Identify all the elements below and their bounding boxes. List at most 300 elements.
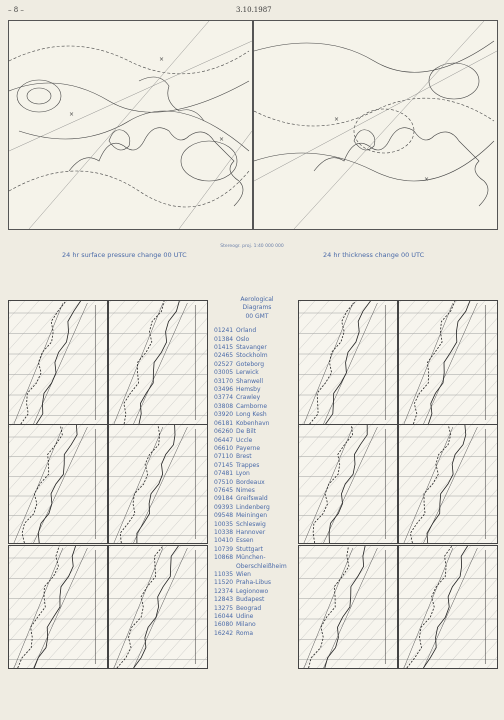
isotherm-gridline (416, 301, 497, 424)
station-code: 06610 (214, 444, 234, 452)
station-name: München- (236, 554, 266, 562)
station-code: 07481 (214, 470, 234, 478)
isoline (254, 98, 494, 126)
station-code: 01415 (214, 344, 234, 352)
isotherm-gridline (459, 546, 497, 668)
isotherm-gridline (299, 425, 371, 543)
isoline (181, 141, 237, 181)
isotherm-gridline (168, 301, 207, 424)
aerological-diagram (108, 300, 208, 425)
aerological-diagram (398, 545, 498, 669)
isotherm-gridline (299, 425, 357, 543)
isotherm-gridline (302, 301, 397, 424)
isotherm-gridline (458, 301, 497, 424)
dewpoint-profile (407, 546, 452, 668)
isotherm-gridline (197, 546, 207, 668)
dry-adiabat (404, 548, 453, 668)
page-date: 3.10.1987 (236, 6, 272, 14)
isotherm-gridline (173, 425, 207, 543)
station-code: 16044 (214, 613, 234, 621)
isotherm-gridline (402, 301, 497, 424)
isotherm-gridline (169, 546, 207, 668)
station-name: Oslo (236, 335, 250, 343)
isotherm-gridline (117, 425, 207, 543)
isotherm-gridline (9, 425, 25, 543)
station-name: Praha-Libus (236, 579, 272, 587)
diagram-canvas (9, 546, 107, 668)
station-row (214, 479, 300, 487)
dry-adiabat (324, 427, 378, 543)
temperature-profile (326, 301, 371, 424)
isotherm-gridline (109, 425, 139, 543)
map-cross: × (424, 176, 430, 183)
station-code: 03496 (214, 386, 234, 394)
isotherm-gridline (344, 301, 397, 424)
station-name: Nimes (236, 486, 255, 494)
station-row (214, 596, 300, 604)
isotherm-gridline (407, 425, 497, 543)
isotherm-gridline (387, 546, 397, 668)
station-code: 03920 (214, 411, 234, 419)
aerological-diagram (398, 424, 498, 544)
isotherm-gridline (399, 425, 457, 543)
coastline (139, 77, 204, 121)
isotherm-gridline (112, 301, 207, 424)
isotherm-gridline (159, 425, 207, 543)
diagram-canvas (109, 301, 207, 424)
dry-adiabat (34, 303, 88, 424)
station-row (214, 613, 300, 621)
diagram-canvas (399, 301, 497, 424)
isotherm-gridline (399, 425, 443, 543)
diagram-canvas (399, 425, 497, 543)
projection-note: Stereogr. proj. 1:40 000 000 (220, 244, 284, 249)
station-code: 16080 (214, 621, 234, 629)
isotherm-gridline (363, 425, 397, 543)
page-number: – 8 – (8, 6, 24, 14)
isotherm-gridline (445, 546, 497, 668)
isotherm-gridline (399, 301, 443, 424)
isotherm-gridline (299, 425, 385, 543)
isotherm-gridline (487, 546, 497, 668)
isoline (9, 171, 249, 207)
station-name: Essen (236, 537, 254, 545)
isotherm-gridline (316, 301, 397, 424)
isotherm-gridline (403, 546, 497, 668)
isotherm-gridline (399, 546, 429, 668)
station-name: Hemsby (236, 386, 261, 394)
station-code: 10410 (214, 537, 234, 545)
isotherm-gridline (109, 301, 153, 424)
station-row (214, 352, 300, 360)
isotherm-gridline (96, 301, 107, 424)
isotherm-gridline (377, 425, 397, 543)
isotherm-gridline (145, 425, 207, 543)
station-name: Lerwick (236, 369, 259, 377)
station-row (214, 571, 300, 579)
map-cross: × (159, 56, 165, 63)
station-name: Brest (236, 453, 252, 461)
isotherm-gridline (45, 425, 107, 543)
station-row (214, 453, 300, 461)
isotherm-gridline (391, 425, 397, 543)
station-name: Uccle (236, 436, 253, 444)
isotherm-gridline (335, 425, 397, 543)
station-row (214, 495, 300, 503)
meridian (9, 41, 252, 151)
isotherm-gridline (69, 546, 107, 668)
station-name: Stockholm (236, 352, 268, 360)
isotherm-gridline (444, 301, 497, 424)
station-row (214, 537, 300, 545)
aerological-diagram (8, 424, 108, 544)
station-name: Stuttgart (236, 545, 263, 553)
dry-adiabat (14, 548, 63, 668)
isotherm-gridline (109, 425, 125, 543)
dry-adiabat (404, 303, 453, 424)
station-name: Greifswald (236, 495, 268, 503)
isotherm-gridline (9, 546, 67, 668)
legend-title-line: Diagrams (242, 304, 272, 312)
diagram-canvas (299, 425, 397, 543)
station-row (214, 386, 300, 394)
map-cross: × (69, 111, 75, 118)
meridian (294, 21, 484, 229)
station-code: 09393 (214, 503, 234, 511)
isoline (354, 109, 414, 153)
isotherm-gridline (299, 546, 357, 668)
isotherm-gridline (109, 301, 195, 424)
station-name: Schleswig (236, 520, 266, 528)
coastline (354, 130, 375, 150)
station-name: Lindenberg (236, 503, 270, 511)
isotherm-gridline (331, 546, 397, 668)
aerological-diagram (298, 424, 398, 544)
aerological-diagram (8, 300, 108, 425)
left-map-caption: 24 hr surface pressure change 00 UTC (62, 251, 187, 259)
station-code: 03005 (214, 369, 234, 377)
isotherm-gridline (9, 301, 81, 424)
isotherm-gridline (113, 546, 207, 668)
dry-adiabat (114, 427, 163, 543)
isotherm-gridline (299, 425, 315, 543)
isotherm-gridline (299, 546, 329, 668)
dewpoint-profile (413, 301, 455, 424)
station-name: Meiningen (236, 512, 268, 520)
isotherm-gridline (399, 301, 497, 424)
station-code: 07510 (214, 478, 234, 486)
temperature-profile (36, 301, 80, 424)
temperature-profile (428, 301, 470, 424)
station-row (214, 445, 300, 453)
isoline (254, 41, 494, 72)
meridian (29, 21, 209, 229)
station-name: Camborne (236, 402, 268, 410)
dewpoint-profile (124, 301, 164, 424)
station-name: De Bilt (236, 428, 257, 436)
station-code: 09548 (214, 512, 234, 520)
dry-adiabat (34, 548, 88, 668)
station-code: 07645 (214, 486, 234, 494)
isotherm-gridline (386, 301, 397, 424)
temperature-profile (139, 301, 179, 424)
temperature-profile (38, 425, 77, 543)
isotherm-gridline (109, 425, 181, 543)
temperature-profile (325, 546, 365, 668)
temperature-profile (329, 425, 367, 543)
station-row (214, 411, 300, 419)
station-code: 07110 (214, 453, 234, 461)
isotherm-gridline (55, 546, 107, 668)
station-code: 03774 (214, 394, 234, 402)
station-code: 12374 (214, 587, 234, 595)
station-name: Crawley (236, 394, 261, 402)
aerological-diagram (298, 545, 398, 669)
surface-pressure-change-map (8, 20, 253, 230)
isotherm-gridline (472, 301, 497, 424)
dry-adiabat (424, 548, 478, 668)
aerological-diagram (298, 300, 398, 425)
legend-title-line: 00 GMT (245, 312, 269, 320)
station-code: 06447 (214, 436, 234, 444)
isotherm-gridline (182, 301, 207, 424)
isotherm-gridline (9, 301, 95, 424)
isotherm-gridline (82, 301, 107, 424)
station-code: 02527 (214, 360, 234, 368)
dry-adiabat (324, 548, 378, 668)
station-code: 03170 (214, 377, 234, 385)
station-row (214, 327, 300, 335)
station-row (214, 529, 300, 537)
station-row (214, 336, 300, 344)
isotherm-gridline (9, 546, 11, 668)
isotherm-gridline (9, 301, 107, 424)
isotherm-gridline (68, 301, 107, 424)
dewpoint-profile (313, 425, 352, 543)
isotherm-gridline (299, 301, 357, 424)
station-name: Milano (236, 621, 256, 629)
isotherm-gridline (307, 425, 397, 543)
isotherm-gridline (299, 301, 397, 424)
isotherm-gridline (463, 425, 497, 543)
station-row (214, 462, 300, 470)
station-row (214, 621, 300, 629)
station-row (214, 579, 300, 587)
station-code: 02465 (214, 352, 234, 360)
isotherm-gridline (449, 425, 497, 543)
station-name: Hannover (236, 528, 266, 536)
isotherm-gridline (477, 425, 497, 543)
legend-title-line: Aerological (240, 296, 274, 303)
station-name: Kobenhavn (236, 419, 270, 427)
dry-adiabat (304, 548, 353, 668)
isoline (429, 63, 479, 99)
isotherm-gridline (431, 546, 497, 668)
isotherm-gridline (491, 425, 497, 543)
isotherm-gridline (141, 546, 207, 668)
isotherm-gridline (109, 301, 207, 424)
isotherm-gridline (399, 301, 429, 424)
station-row (214, 630, 300, 638)
coastline (69, 128, 243, 206)
isotherm-gridline (155, 546, 207, 668)
isotherm-gridline (59, 425, 107, 543)
station-code: 11520 (214, 579, 234, 587)
isotherm-gridline (9, 301, 53, 424)
station-name: Orland (236, 327, 257, 335)
isotherm-gridline (399, 425, 429, 543)
isotherm-gridline (299, 301, 329, 424)
station-code: 01241 (214, 327, 234, 335)
isotherm-gridline (9, 546, 39, 668)
station-name: Trappes (236, 461, 260, 469)
isotherm-gridline (299, 301, 385, 424)
station-code: 10739 (214, 545, 234, 553)
station-name: Payerne (236, 444, 261, 452)
station-name: Shanwell (236, 377, 264, 385)
isotherm-gridline (12, 301, 107, 424)
isotherm-gridline (399, 301, 401, 424)
isotherm-gridline (109, 425, 153, 543)
isotherm-gridline (399, 425, 485, 543)
station-row (214, 420, 300, 428)
station-name: Roma (236, 629, 254, 637)
station-legend (214, 296, 300, 638)
isotherm-gridline (109, 425, 207, 543)
isotherm-gridline (109, 301, 111, 424)
station-name: Budapest (236, 596, 265, 604)
isotherm-gridline (54, 301, 107, 424)
isoline (9, 46, 249, 74)
meridian (254, 51, 497, 181)
isotherm-gridline (9, 546, 107, 668)
isotherm-gridline (399, 425, 415, 543)
station-row (214, 588, 300, 596)
station-code: 16242 (214, 629, 234, 637)
isotherm-gridline (299, 301, 371, 424)
station-code: 03808 (214, 402, 234, 410)
dry-adiabat (114, 548, 163, 668)
isoline (27, 88, 51, 104)
diagram-canvas (9, 425, 107, 543)
station-row (214, 394, 300, 402)
isotherm-gridline (299, 425, 343, 543)
station-row (214, 361, 300, 369)
isotherm-gridline (9, 425, 95, 543)
isotherm-gridline (9, 301, 67, 424)
isotherm-gridline (196, 301, 207, 424)
station-name: Oberschleißheim (236, 562, 287, 570)
station-row (214, 563, 300, 571)
isotherm-gridline (126, 301, 207, 424)
station-row (214, 369, 300, 377)
aerological-diagram (108, 424, 208, 544)
isotherm-gridline (187, 425, 207, 543)
isotherm-gridline (31, 425, 107, 543)
station-row (214, 487, 300, 495)
station-code: 06260 (214, 428, 234, 436)
isoline (254, 141, 494, 181)
dry-adiabat (34, 427, 88, 543)
station-row (214, 378, 300, 386)
isotherm-gridline (399, 546, 401, 668)
isotherm-gridline (299, 301, 343, 424)
isotherm-gridline (399, 301, 485, 424)
dry-adiabat (424, 303, 478, 424)
dewpoint-profile (21, 301, 66, 424)
station-row (214, 437, 300, 445)
isotherm-gridline (399, 425, 471, 543)
isotherm-gridline (17, 425, 107, 543)
isotherm-gridline (109, 546, 111, 668)
dewpoint-profile (120, 425, 159, 543)
station-name: Legionowo (236, 587, 269, 595)
isotherm-gridline (435, 425, 497, 543)
isotherm-gridline (109, 425, 195, 543)
isoline (17, 80, 61, 112)
thickness-change-map (253, 20, 498, 230)
station-code: 11035 (214, 571, 234, 578)
map-cross: × (334, 116, 340, 123)
station-name: Long Kesh (236, 411, 267, 419)
dry-adiabat (114, 303, 163, 424)
isotherm-gridline (87, 425, 107, 543)
isotherm-gridline (372, 301, 397, 424)
station-row (214, 605, 300, 613)
station-code: 06181 (214, 419, 234, 427)
station-name: Udine (236, 613, 254, 621)
isotherm-gridline (154, 301, 207, 424)
isotherm-gridline (299, 546, 397, 668)
isotherm-gridline (9, 425, 53, 543)
dewpoint-profile (410, 425, 450, 543)
isotherm-gridline (109, 546, 207, 668)
isotherm-gridline (399, 546, 457, 668)
station-list (214, 327, 300, 638)
station-row (214, 403, 300, 411)
station-code: 13275 (214, 604, 234, 612)
station-row (214, 521, 300, 529)
dry-adiabat (134, 548, 188, 668)
isotherm-gridline (345, 546, 397, 668)
aerological-diagram (8, 545, 108, 669)
dry-adiabat (134, 303, 188, 424)
diagram-canvas (109, 546, 207, 668)
station-name: Beograd (236, 604, 262, 612)
isotherm-gridline (97, 546, 107, 668)
station-code: 10338 (214, 528, 234, 536)
station-name: Goteborg (236, 360, 265, 368)
isotherm-gridline (399, 546, 497, 668)
diagram-canvas (399, 546, 497, 668)
station-name: Bordeaux (236, 478, 265, 486)
isotherm-gridline (101, 425, 107, 543)
isotherm-gridline (9, 425, 81, 543)
dry-adiabat (404, 427, 453, 543)
station-row (214, 504, 300, 512)
station-code: 09184 (214, 495, 234, 503)
dry-adiabat (324, 303, 378, 424)
diagram-canvas (299, 301, 397, 424)
station-row (214, 344, 300, 352)
station-row (214, 428, 300, 436)
dewpoint-profile (18, 546, 60, 668)
station-code: 10035 (214, 520, 234, 528)
aerological-diagram (108, 545, 208, 669)
isotherm-gridline (321, 425, 397, 543)
isotherm-gridline (9, 301, 11, 424)
isotherm-gridline (359, 546, 397, 668)
